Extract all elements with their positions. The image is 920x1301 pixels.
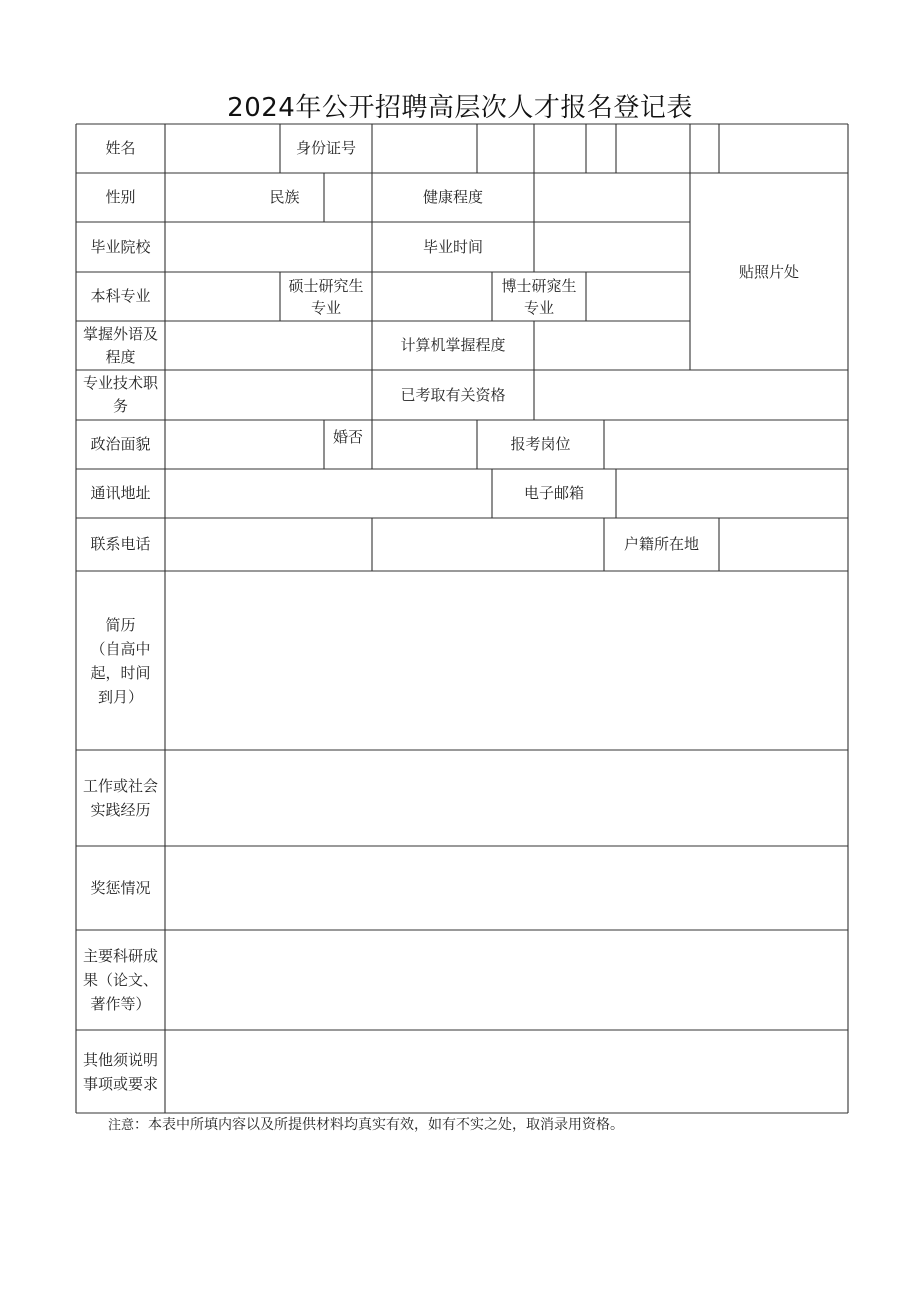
label-research: 主要科研成 果（论文、 著作等） — [82, 947, 158, 1013]
photo-area[interactable]: 贴照片处 — [738, 263, 799, 281]
label-health: 健康程度 — [422, 188, 483, 206]
other-field[interactable] — [165, 1030, 848, 1113]
label-id-number: 身份证号 — [295, 139, 356, 157]
master-major-field[interactable] — [372, 272, 492, 321]
resume-field[interactable] — [165, 571, 848, 750]
label-email: 电子邮箱 — [523, 484, 584, 502]
label-gender: 性别 — [105, 188, 136, 206]
awards-field[interactable] — [165, 846, 848, 930]
school-field[interactable] — [165, 222, 372, 272]
label-position: 报考岗位 — [510, 435, 571, 453]
label-undergrad-major: 本科专业 — [90, 287, 151, 305]
label-other: 其他须说明 事项或要求 — [82, 1050, 158, 1093]
id-number-field[interactable] — [372, 124, 848, 173]
label-political-status: 政治面貌 — [90, 435, 151, 453]
ethnicity-field[interactable] — [324, 173, 372, 222]
health-field[interactable] — [534, 173, 690, 222]
foreign-language-field[interactable] — [165, 321, 372, 370]
footer-note — [108, 1114, 624, 1134]
undergrad-major-field[interactable] — [165, 272, 280, 321]
label-awards: 奖惩情况 — [90, 878, 151, 897]
label-ethnicity: 民族 — [269, 188, 300, 206]
hukou-field[interactable] — [719, 518, 848, 571]
label-name: 姓名 — [105, 139, 136, 157]
label-grad-time: 毕业时间 — [422, 237, 483, 256]
name-field[interactable] — [165, 124, 280, 173]
label-school: 毕业院校 — [90, 237, 151, 256]
research-field[interactable] — [165, 930, 848, 1030]
label-resume: 简历 （自高中 起，时间 到月） — [90, 615, 151, 706]
email-field[interactable] — [616, 469, 848, 518]
label-marital: 婚否 — [332, 428, 363, 446]
label-address: 通讯地址 — [90, 484, 151, 502]
phd-major-field[interactable] — [586, 272, 690, 321]
label-computer-skill: 计算机掌握程度 — [400, 336, 506, 354]
label-work-experience: 工作或社会 实践经历 — [82, 777, 158, 819]
note-text: ：本表中所填内容以及所提供材料均真实有效，如有不实之处，取消录用资格。 — [134, 1117, 625, 1133]
phone-extra-field[interactable] — [372, 518, 604, 571]
label-phone: 联系电话 — [90, 535, 151, 553]
marital-field[interactable] — [372, 420, 477, 469]
label-foreign-language: 掌握外语及 程度 — [82, 324, 158, 366]
phone-field[interactable] — [165, 518, 372, 571]
position-field[interactable] — [604, 420, 848, 469]
address-field[interactable] — [165, 469, 492, 518]
qualifications-field[interactable] — [534, 370, 848, 420]
form-title: 2024年公开招聘高层次人才报名登记表 — [227, 93, 693, 123]
political-status-field[interactable] — [165, 420, 324, 469]
label-qualifications: 已考取有关资格 — [400, 385, 506, 404]
work-experience-field[interactable] — [165, 750, 848, 846]
note-prefix: 注意 — [108, 1118, 135, 1133]
gender-field[interactable] — [165, 173, 245, 222]
professional-title-field[interactable] — [165, 370, 372, 420]
label-phd-major: 博士研窕生 专业 — [501, 276, 577, 317]
grad-time-field[interactable] — [534, 222, 690, 272]
computer-skill-field[interactable] — [534, 321, 690, 370]
label-hukou: 户籍所在地 — [623, 535, 699, 553]
label-professional-title: 专业技术职 务 — [82, 374, 158, 415]
label-master-major: 硕士研究生 专业 — [288, 276, 364, 317]
